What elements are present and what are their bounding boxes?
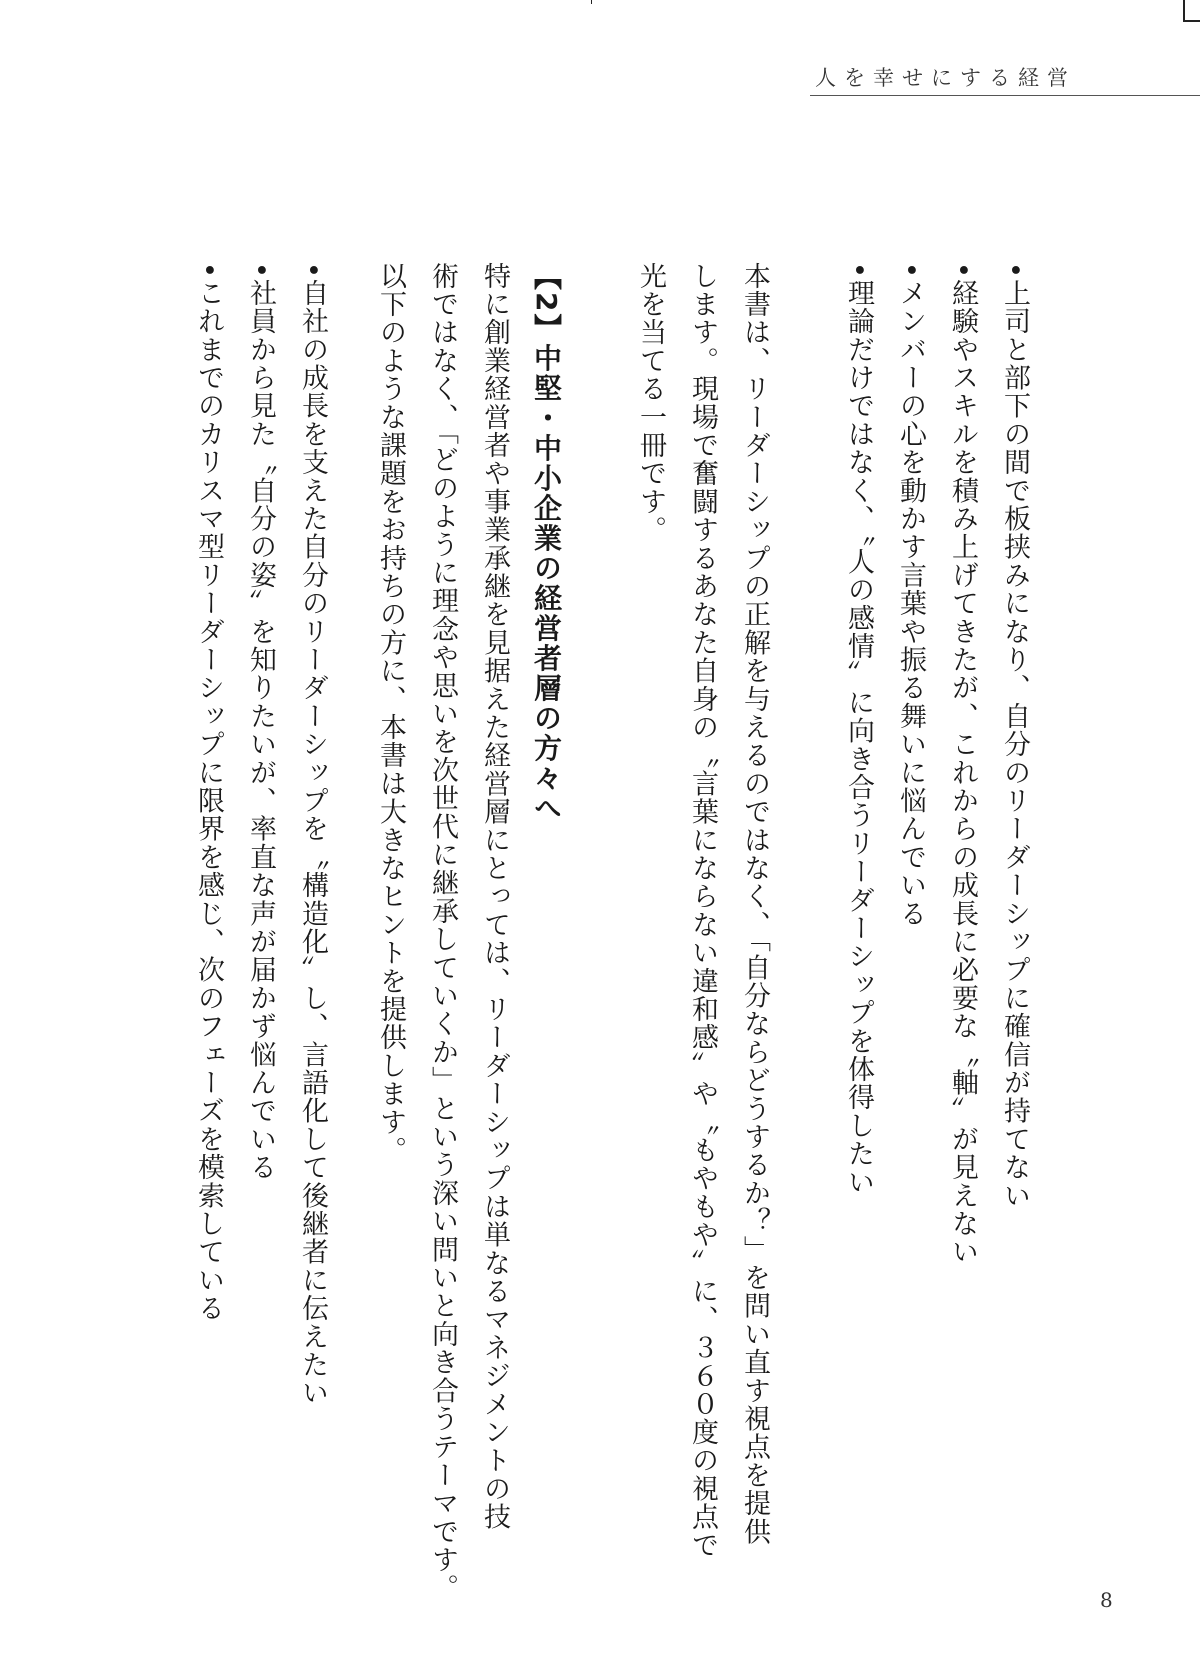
crop-mark-right-vertical <box>1183 0 1185 22</box>
crop-mark-top <box>591 0 592 4</box>
bullet-item <box>286 262 338 1502</box>
paragraph-line: 術ではなく、「どのように理念や思いを次世代に継承していくか」という深い問いと向き合うテーマです。 <box>427 262 458 1603</box>
bullet-item <box>832 262 884 1502</box>
section-heading: 【2】中堅・中小企業の経営者層の方々へ <box>530 262 563 824</box>
bullet-item <box>936 262 988 1502</box>
bullet-mark: • <box>843 262 874 280</box>
spacer <box>572 262 624 1502</box>
bullet-text: メンバーの心を動かす言葉や振る舞いに悩んでいる <box>895 279 926 928</box>
running-header-title: 人を幸せにする経営 <box>815 66 1076 90</box>
spacer <box>780 262 832 1502</box>
bullet-mark: • <box>947 262 978 280</box>
spacer <box>338 262 364 1502</box>
bullet-text: これまでのカリスマ型リーダーシップに限界を感じ、次のフェーズを模索している <box>193 279 224 1323</box>
bullet-item <box>988 262 1040 1502</box>
bullet-mark: • <box>297 262 328 280</box>
bullet-item <box>234 262 286 1502</box>
bullet-mark: • <box>895 262 926 280</box>
body-text <box>182 262 1040 1603</box>
bullet-text: 社員から見た〝自分の姿〟を知りたいが、率直な声が届かず悩んでいる <box>245 279 276 1182</box>
paragraph-line: 以下のような課題をお持ちの方に、本書は大きなヒントを提供します。 <box>375 262 406 1165</box>
bullet-mark: • <box>245 262 276 280</box>
bullet-item <box>884 262 936 1502</box>
paragraph-line: 光を当てる一冊です。 <box>635 262 666 544</box>
bullet-text: 自社の成長を支えた自分のリーダーシップを〝構造化〟し、言語化して後継者に伝えたい <box>297 279 328 1408</box>
bullet-text: 理論だけではなく、〝人の感情〟に向き合うリーダーシップを体得したい <box>843 279 874 1197</box>
bullet-mark: • <box>999 262 1030 280</box>
bullet-mark: • <box>193 262 224 280</box>
crop-mark-right-horizontal <box>1183 20 1200 22</box>
paragraph-line: 本書は、リーダーシップの正解を与えるのではなく、「自分ならどうするか？」を問い直す視点を提供 <box>739 262 770 1546</box>
running-header <box>810 62 1200 96</box>
bullet-text: 経験やスキルを積み上げてきたが、これからの成長に必要な〝軸〟が見えない <box>947 279 978 1267</box>
paragraph-line: します。現場で奮闘するあなた自身の〝言葉にならない違和感〟や〝もやもや〟に、３６０度の視点で <box>687 262 718 1560</box>
paragraph-line: 特に創業経営者や事業承継を見据えた経営層にとっては、リーダーシップは単なるマネジメントの技 <box>479 262 510 1531</box>
bullet-item <box>182 262 234 1502</box>
page-number: 8 <box>1100 1588 1113 1612</box>
bullet-text: 上司と部下の間で板挟みになり、自分のリーダーシップに確信が持てない <box>999 279 1030 1210</box>
